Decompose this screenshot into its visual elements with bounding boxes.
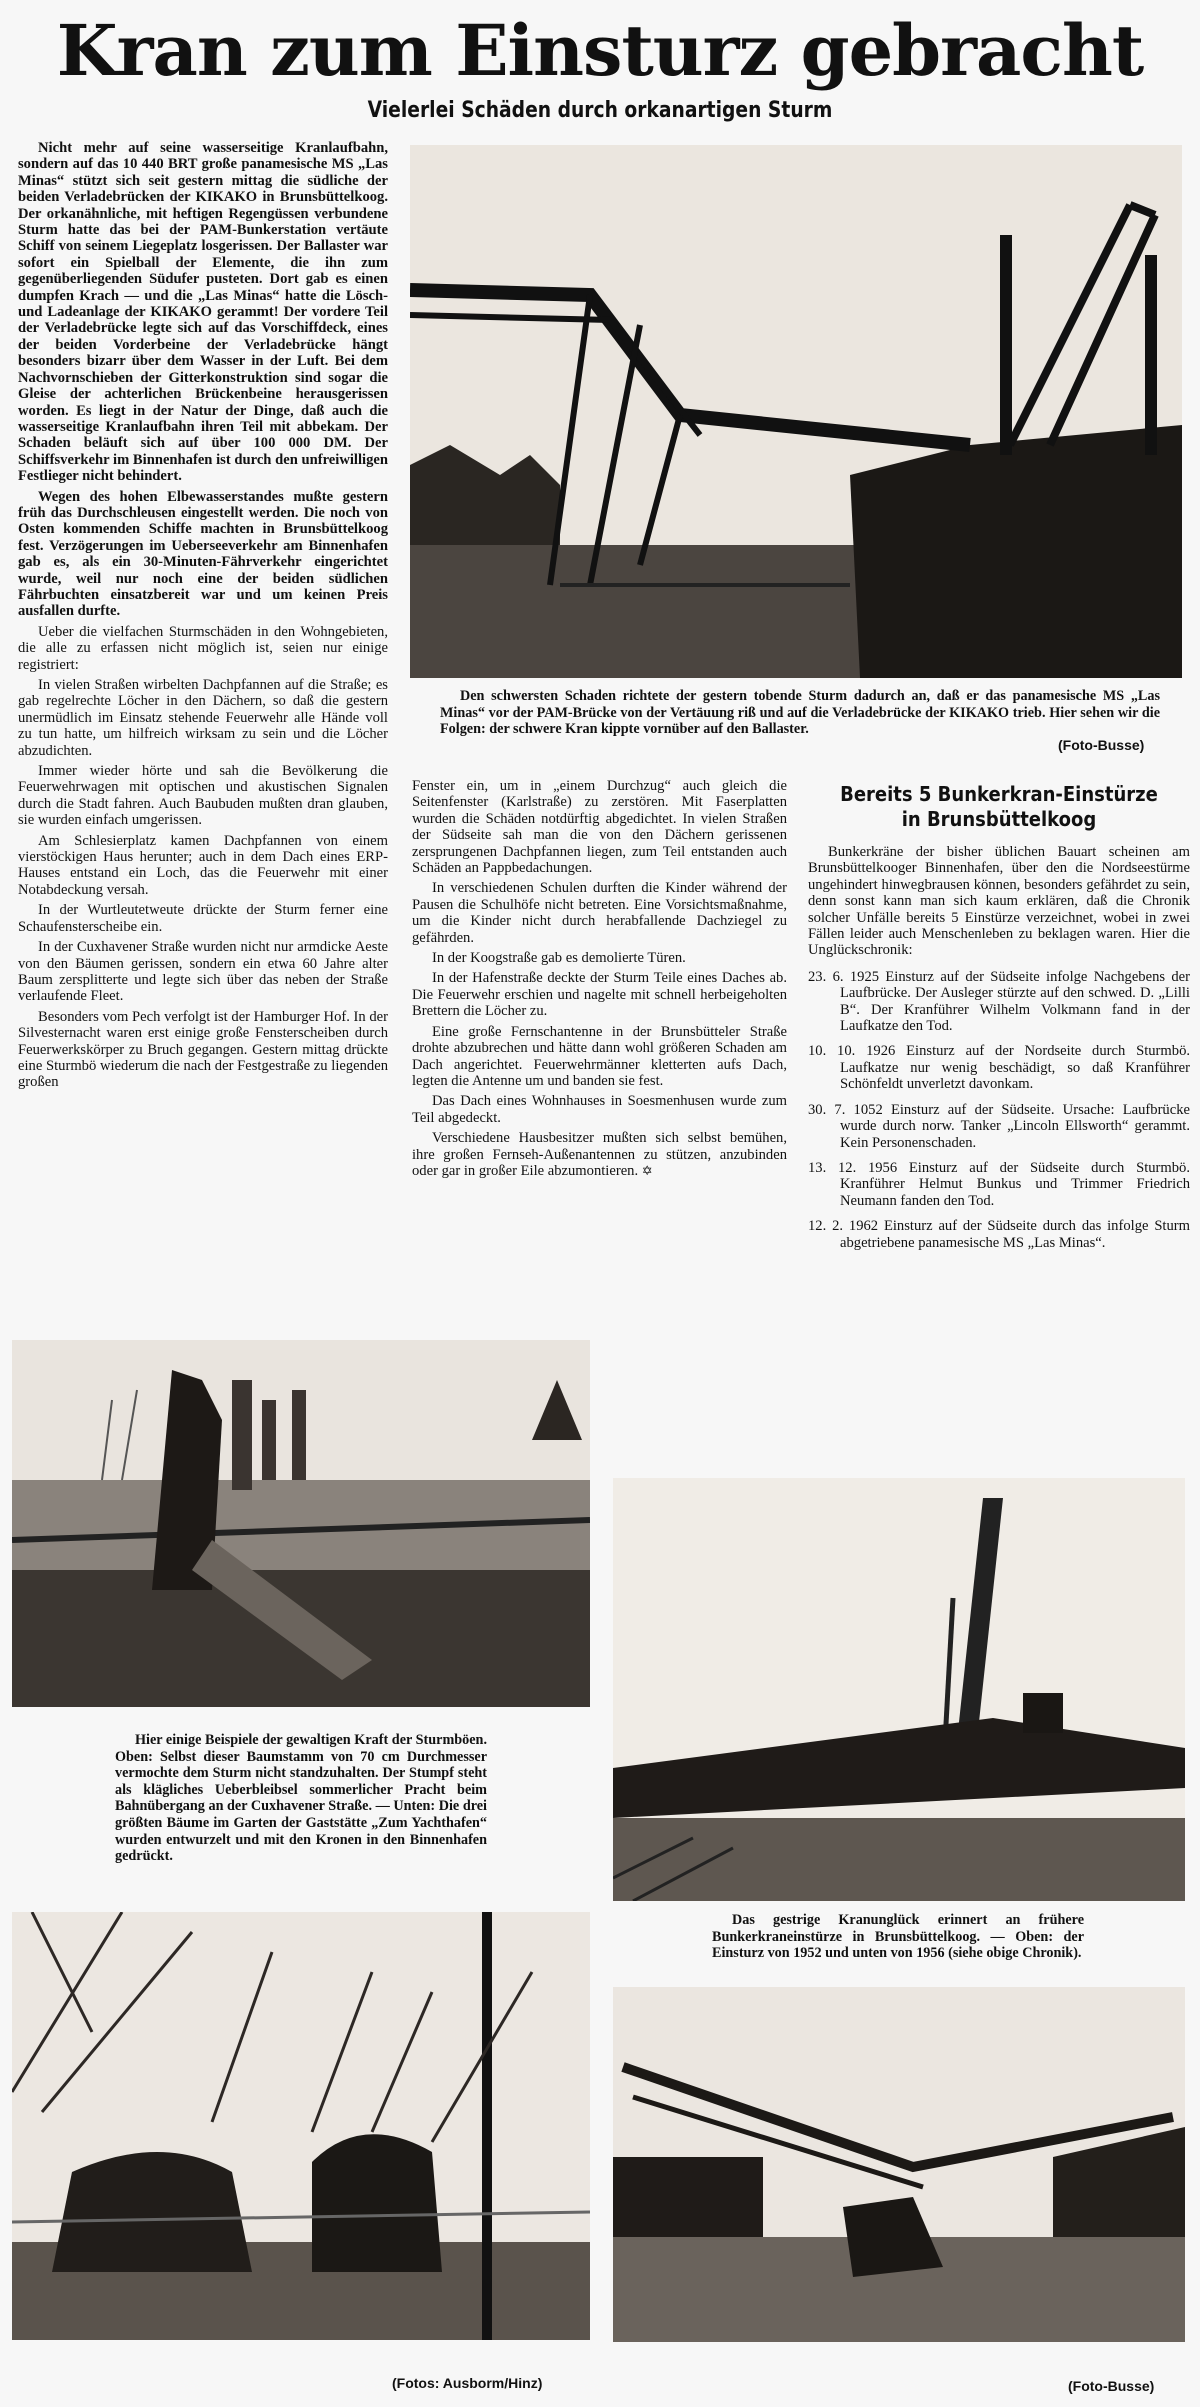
chronicle-entry xyxy=(808,1043,1190,1092)
sidebar-headline-line1: Bereits 5 Bunkerkran-Einstürze xyxy=(840,782,1158,806)
chronicle-text: Einsturz auf der Südseite durch das infolge Sturm abgetriebene panamesische MS „Las Minas“. xyxy=(840,1218,1191,1251)
crane-collapse-1956-photo xyxy=(613,1987,1185,2342)
article-column-1 xyxy=(18,140,388,1095)
chronicle-date: 23. 6. 1925 xyxy=(808,968,880,985)
paragraph: Ueber die vielfachen Sturmschäden in den Wohngebieten, die alle zu erfassen nicht möglich ist, seien nur einige registriert: xyxy=(18,623,388,673)
crane-photos-caption xyxy=(712,1912,1084,1962)
tree-photos-caption xyxy=(115,1732,487,1865)
caption-text: Hier einige Beispiele der gewaltigen Kraft der Sturmböen. Oben: Selbst dieser Baumstamm von 70 cm Durchmesser vermochte dem Sturm nicht standzuhalten. Der Stumpf steht als klägliches Ueberbleibsel sommerlicher Pracht beim Bahnübergang an der Cuxhavener Straße. — Unten: Die drei größten Bäume im Garten der Gaststätte „Zum Yachthafen“ wurden entwurzelt und mit den Kronen in den Binnenhafen gedrückt. xyxy=(115,1732,487,1865)
paragraph: In der Wurtleutetweute drückte der Sturm ferner eine Schaufensterscheibe ein. xyxy=(18,902,388,935)
crane-1952-illustration xyxy=(613,1478,1185,1901)
paragraph: In verschiedenen Schulen durften die Kinder während der Pausen die Schulhöfe nicht betreten. Eine Vorsichtsmaßnahme, um die Kinder nicht durch herabfallende Dachziegel zu gefährden. xyxy=(412,880,787,946)
crane-ship-illustration xyxy=(410,145,1182,678)
paragraph: In vielen Straßen wirbelten Dachpfannen auf die Straße; es gab regelrechte Löcher in den Dächern, so daß die gestern unermüdlich im Einsatz stehende Feuerwehr alle Hände voll zu tun hatte, um hilfreich wirksam zu sein und die Löcher abzudichten. xyxy=(18,677,388,759)
article-column-2 xyxy=(412,778,787,1183)
top-photo-caption xyxy=(440,688,1160,738)
chronicle-date: 10. 10. 1926 xyxy=(808,1043,896,1060)
chronicle-entry xyxy=(808,1160,1190,1209)
sidebar-headline xyxy=(827,782,1171,832)
end-mark-icon: ✡ xyxy=(641,1162,653,1178)
chronicle-text: Einsturz auf der Südseite durch Sturmbö. Kranführer Helmut Bunkus und Trimmer Friedrich Neumann fanden den Tod. xyxy=(840,1159,1190,1209)
sidebar-intro: Bunkerkräne der bisher üblichen Bauart scheinen am Brunsbüttelkooger Binnenhafen, über den die Nordseestürme ungehindert hinwegbrausen können, besonders gefährdet zu sein, denn sonst kann man sich kaum erklären, daß die Chronik solcher Unfälle bereits 5 Einstürze verzeichnet, wobei in zwei Fällen leider auch Menschenleben zu beklagen waren. Hier die Unglückschronik: xyxy=(808,844,1190,959)
caption-text: Den schwersten Schaden richtete der gestern tobende Sturm dadurch an, daß er das panamesische MS „Las Minas“ vor der PAM-Brücke von der Vertäuung riß und auf die Verladebrücke der KIKAKO trieb. Hier sehen wir die Folgen: der schwere Kran kippte vornüber auf den Ballaster. xyxy=(440,688,1160,738)
chronicle-text: Einsturz auf der Südseite infolge Nachgebens der Laufbrücke. Der Ausleger stürzte auf den schwed. D. „Lilli B“. Der Kranführer Wilhelm Volkmann fand in der Laufkatze den Tod. xyxy=(840,968,1191,1035)
paragraph: Besonders vom Pech verfolgt ist der Hamburger Hof. In der Silvesternacht waren erst einige große Fensterscheiben durch Feuerwerkskörper zu Bruch gegangen. Gestern mittag drückte eine Sturmbö wiederum die nach der Festgestraße zu liegenden großen xyxy=(18,1008,388,1091)
paragraph: Fenster ein, um in „einem Durchzug“ auch gleich die Seitenfenster (Karlstraße) zu zerstören. Mit Faserplatten wurden die Schäden notdürftig abgedichtet. In vielen Straßen der Südseite sah man die von den Dächern gerissenen zersprungenen Dachpfannen liegen, zum Teil entstanden auch Schäden an Pappbedachungen. xyxy=(412,778,787,877)
paragraph: In der Cuxhavener Straße wurden nicht nur armdicke Aeste von den Bäumen gerissen, sondern ein etwa 60 Jahre alter Baum zersplitterte und legte sich über das neben der Straße verlaufende Fleet. xyxy=(18,939,388,1005)
paragraph: Das Dach eines Wohnhauses in Soesmenhusen wurde zum Teil abgedeckt. xyxy=(412,1093,787,1126)
sidebar-body xyxy=(808,844,1190,1251)
subheadline: Vielerlei Schäden durch orkanartigen Sturm xyxy=(367,98,833,123)
sidebar-headline-line2: in Brunsbüttelkoog xyxy=(901,807,1097,831)
photo-credit: (Foto-Busse) xyxy=(1058,737,1145,753)
chronicle-date: 12. 2. 1962 xyxy=(808,1218,879,1235)
paragraph: Wegen des hohen Elbewasserstandes mußte gestern früh das Durchschleusen eingestellt werden. Die noch von Osten kommenden Schiffe machten in Brunsbüttelkoog fest. Verzögerungen im Ueberseeverkehr am Binnenhafen gab es, als ein 30-Minuten-Fährverkehr eingerichtet wurde, weil nur noch eine der beiden südlichen Fährbuchten einsatzbereit war und um keinen Preis ausfallen durfte. xyxy=(18,488,388,620)
chronicle-text: Einsturz auf der Nordseite durch Sturmbö. Laufkatze nur wenig beschädigt, so daß Kranführer Schönfeldt unverletzt davonkam. xyxy=(840,1043,1191,1093)
paragraph: In der Hafenstraße deckte der Sturm Teile eines Daches ab. Die Feuerwehr erschien und nagelte mit schnell herbeigeholten Brettern die Löcher zu. xyxy=(412,970,787,1020)
tree-photos-credit: (Fotos: Ausborm/Hinz) xyxy=(392,2375,543,2391)
tree-stump-illustration xyxy=(12,1340,590,1707)
crane-collapse-1952-photo xyxy=(613,1478,1185,1901)
crane-photos-credit: (Foto-Busse) xyxy=(1068,2378,1155,2394)
paragraph-text: Verschiedene Hausbesitzer mußten sich selbst bemühen, ihre großen Fernseh-Außenantennen zu stützen, anzubinden oder gar in großer Eile abzumontieren. xyxy=(412,1130,787,1179)
chronicle-entry xyxy=(808,1218,1190,1251)
chronicle-entry xyxy=(808,1102,1190,1151)
paragraph xyxy=(412,1130,787,1179)
chronicle-date: 13. 12. 1956 xyxy=(808,1159,898,1176)
paragraph: Eine große Fernschantenne in der Brunsbütteler Straße drohte abzubrechen und hätte dann wohl größeren Schaden am Dach angerichtet. Feuerwehrmänner kletterten aufs Dach, legten die Antenne um und banden sie fest. xyxy=(412,1023,787,1089)
broken-tree-stump-photo xyxy=(12,1340,590,1707)
chronicle-text: Einsturz auf der Südseite. Ursache: Laufbrücke wurde durch norw. Tanker „Lincoln Ellsworth“ gerammt. Kein Personenschaden. xyxy=(840,1101,1190,1151)
chronicle-entry xyxy=(808,969,1190,1035)
caption-text: Das gestrige Kranunglück erinnert an frühere Bunkerkraneinstürze in Brunsbüttelkoog. — Oben: der Einsturz von 1952 und unten von 1956 (siehe obige Chronik). xyxy=(712,1912,1084,1962)
uprooted-trees-photo xyxy=(12,1912,590,2340)
uprooted-trees-illustration xyxy=(12,1912,590,2340)
paragraph: In der Koogstraße gab es demolierte Türen. xyxy=(432,950,686,967)
paragraph-lead: Nicht mehr auf seine wasserseitige Kranlaufbahn, sondern auf das 10 440 BRT große panamesische MS „Las Minas“ stützt sich seit gestern mittag die südliche der beiden Verladebrücken der KIKAKO in Brunsbüttelkoog. Der orkanähnliche, mit heftigen Regengüssen verbundene Sturm hatte das bei der PAM-Bunkerstation vertäute Schiff von seinem Liegeplatz losgerissen. Der Ballaster war sofort ein Spielball der Elemente, die ihn zum gegenüberliegenden Südufer pusteten. Dort gab es einen dumpfen Krach — und die „Las Minas“ hatte die Lösch- und Ladeanlage der KIKAKO gerammt! Der vordere Teil der Verladebrücke legte sich auf das Vorschiffdeck, eines der beiden Vorderbeine der Verladebrücke hängt besonders bizarr über dem Wasser in der Luft. Bei dem Nachvornschieben der Gitterkonstruktion sind sogar die Gleise der achterlichen Brückenbeine herausgerissen worden. Es liegt in der Natur der Dinge, daß auch die wasserseitige Kranlaufbahn ihren Teil mit abbekam. Der Schaden beläuft sich auf über 100 000 DM. Der Schiffsverkehr im Binnenhafen ist durch den unfreiwilligen Festlieger nicht behindert. xyxy=(18,140,388,485)
crane-collapsed-on-ship-photo xyxy=(410,145,1182,678)
chronicle-date: 30. 7. 1052 xyxy=(808,1101,883,1118)
sidebar-chronicle xyxy=(808,782,1190,1260)
crane-1956-illustration xyxy=(613,1987,1185,2342)
headline: Kran zum Einsturz gebracht xyxy=(56,9,1144,92)
paragraph: Am Schlesierplatz kamen Dachpfannen von einem vierstöckigen Haus herunter; auch in dem Dach eines ERP-Hauses entstand ein Loch, das die Feuerwehr mit einer Notabdeckung versah. xyxy=(18,832,388,898)
paragraph: Immer wieder hörte und sah die Bevölkerung die Feuerwehrwagen mit optischen und akustischen Signalen durch die Stadt fahren. Auch Baubuden mußten dran glauben, sie wurden einfach umgerissen. xyxy=(18,763,388,829)
